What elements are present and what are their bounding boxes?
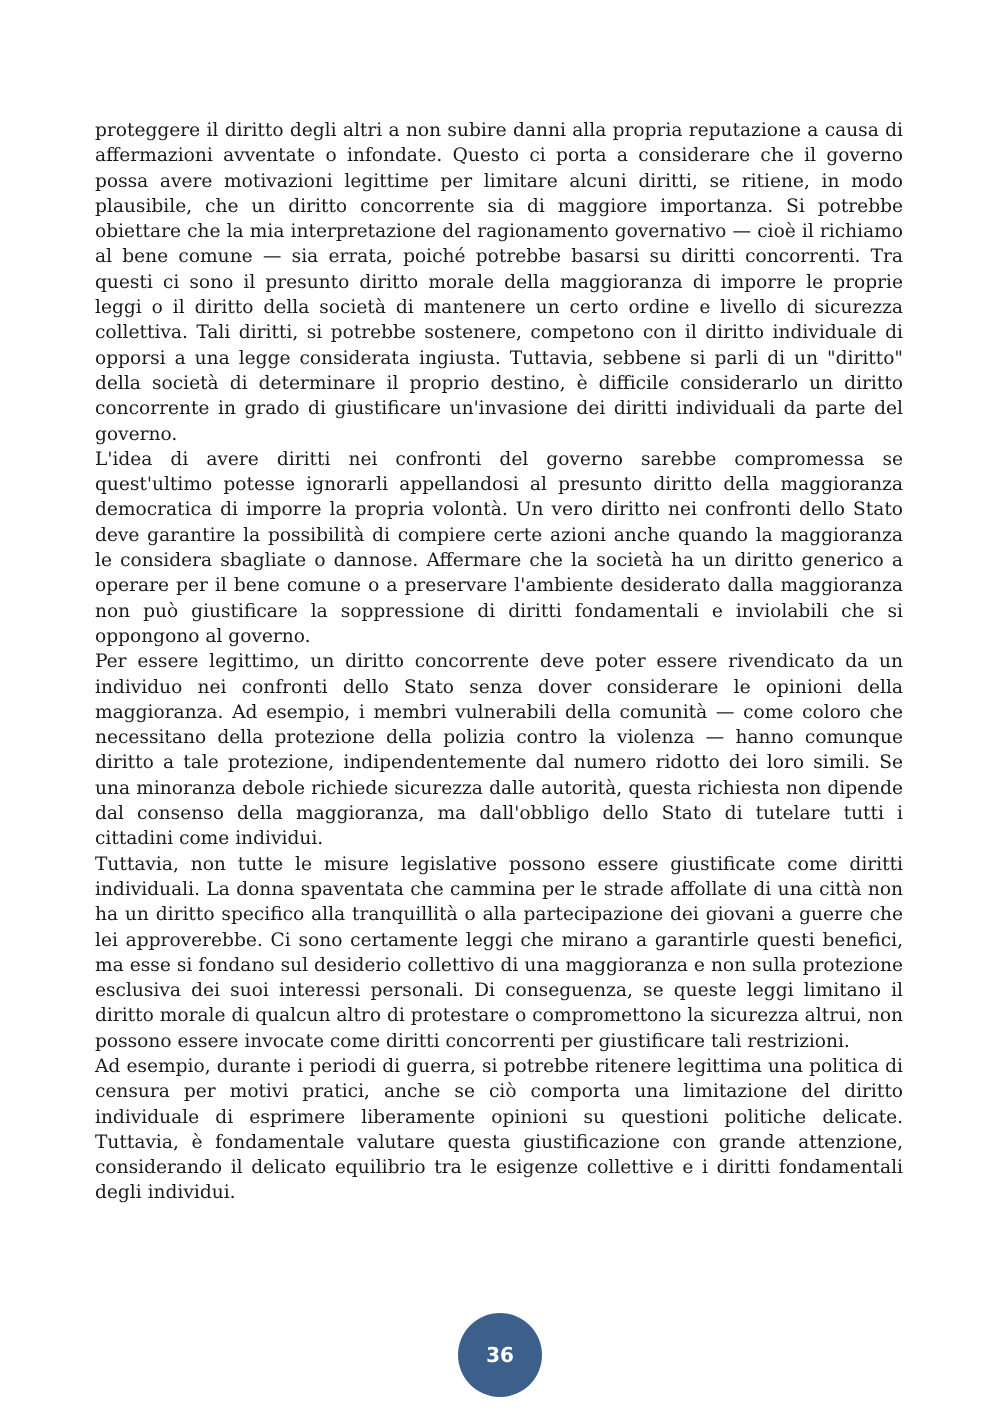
page-number-badge: [458, 1313, 542, 1397]
paragraph: L'idea di avere diritti nei confronti del governo sarebbe compromessa se quest'ultimo potesse ignorarli appellandosi al presunto diritto della maggioranza democratica di imporre la propria volontà. Un vero diritto nei confronti dello Stato deve garantire la possibilità di compiere certe azioni anche quando la maggioranza le considera sbagliate o dannose. Affermare che la società ha un diritto generico a operare per il bene comune o a preservare l'ambiente desiderato dalla maggioranza non può giustificare la soppressione di diritti fondamentali e inviolabili che si oppongono al governo.: [95, 448, 903, 647]
paragraph: Tuttavia, non tutte le misure legislative possono essere giustificate come diritti individuali. La donna spaventata che cammina per le strade affollate di una città non ha un diritto specifico alla tranquillità o alla partecipazione dei giovani a guerre che lei approverebbe. Ci sono certamente leggi che mirano a garantirle questi benefici, ma esse si fondano sul desiderio collettivo di una maggioranza e non sulla protezione esclusiva dei suoi interessi personali. Di conseguenza, se queste leggi limitano il diritto morale di qualcun altro di protestare o compromettono la sicurezza altrui, non possono essere invocate come diritti concorrenti per giustificare tali restrizioni.: [95, 853, 903, 1052]
page-body-text: [95, 118, 903, 1206]
paragraph: proteggere il diritto degli altri a non subire danni alla propria reputazione a causa di affermazioni avventate o infondate. Questo ci porta a considerare che il governo possa avere motivazioni legittime per limitare alcuni diritti, se ritiene, in modo plausibile, che un diritto concorrente sia di maggiore importanza. Si potrebbe obiettare che la mia interpretazione del ragionamento governativo — cioè il richiamo al bene comune — sia errata, poiché potrebbe basarsi su diritti concorrenti. Tra questi ci sono il presunto diritto morale della maggioranza di imporre le proprie leggi o il diritto della società di mantenere un certo ordine e livello di sicurezza collettiva. Tali diritti, si potrebbe sostenere, competono con il diritto individuale di opporsi a una legge considerata ingiusta. Tuttavia, sebbene si parli di un "diritto" della società di determinare il proprio destino, è difficile considerarlo un diritto concorrente in grado di giustificare un'invasione dei diritti individuali da parte del governo.: [95, 120, 903, 445]
paragraph: Ad esempio, durante i periodi di guerra, si potrebbe ritenere legittima una politica di censura per motivi pratici, anche se ciò comporta una limitazione del diritto individuale di esprimere liberamente opinioni su questioni politiche delicate. Tuttavia, è fondamentale valutare questa giustificazione con grande attenzione, considerando il delicato equilibrio tra le esigenze collettive e i diritti fondamentali degli individui.: [95, 1055, 903, 1204]
page-number: 36: [486, 1343, 514, 1367]
paragraph: Per essere legittimo, un diritto concorrente deve poter essere rivendicato da un individuo nei confronti dello Stato senza dover considerare le opinioni della maggioranza. Ad esempio, i membri vulnerabili della comunità — come coloro che necessitano della protezione della polizia contro la violenza — hanno comunque diritto a tale protezione, indipendentemente dal numero ridotto dei loro simili. Se una minoranza debole richiede sicurezza dalle autorità, questa richiesta non dipende dal consenso della maggioranza, ma dall'obbligo dello Stato di tutelare tutti i cittadini come individui.: [95, 651, 903, 850]
